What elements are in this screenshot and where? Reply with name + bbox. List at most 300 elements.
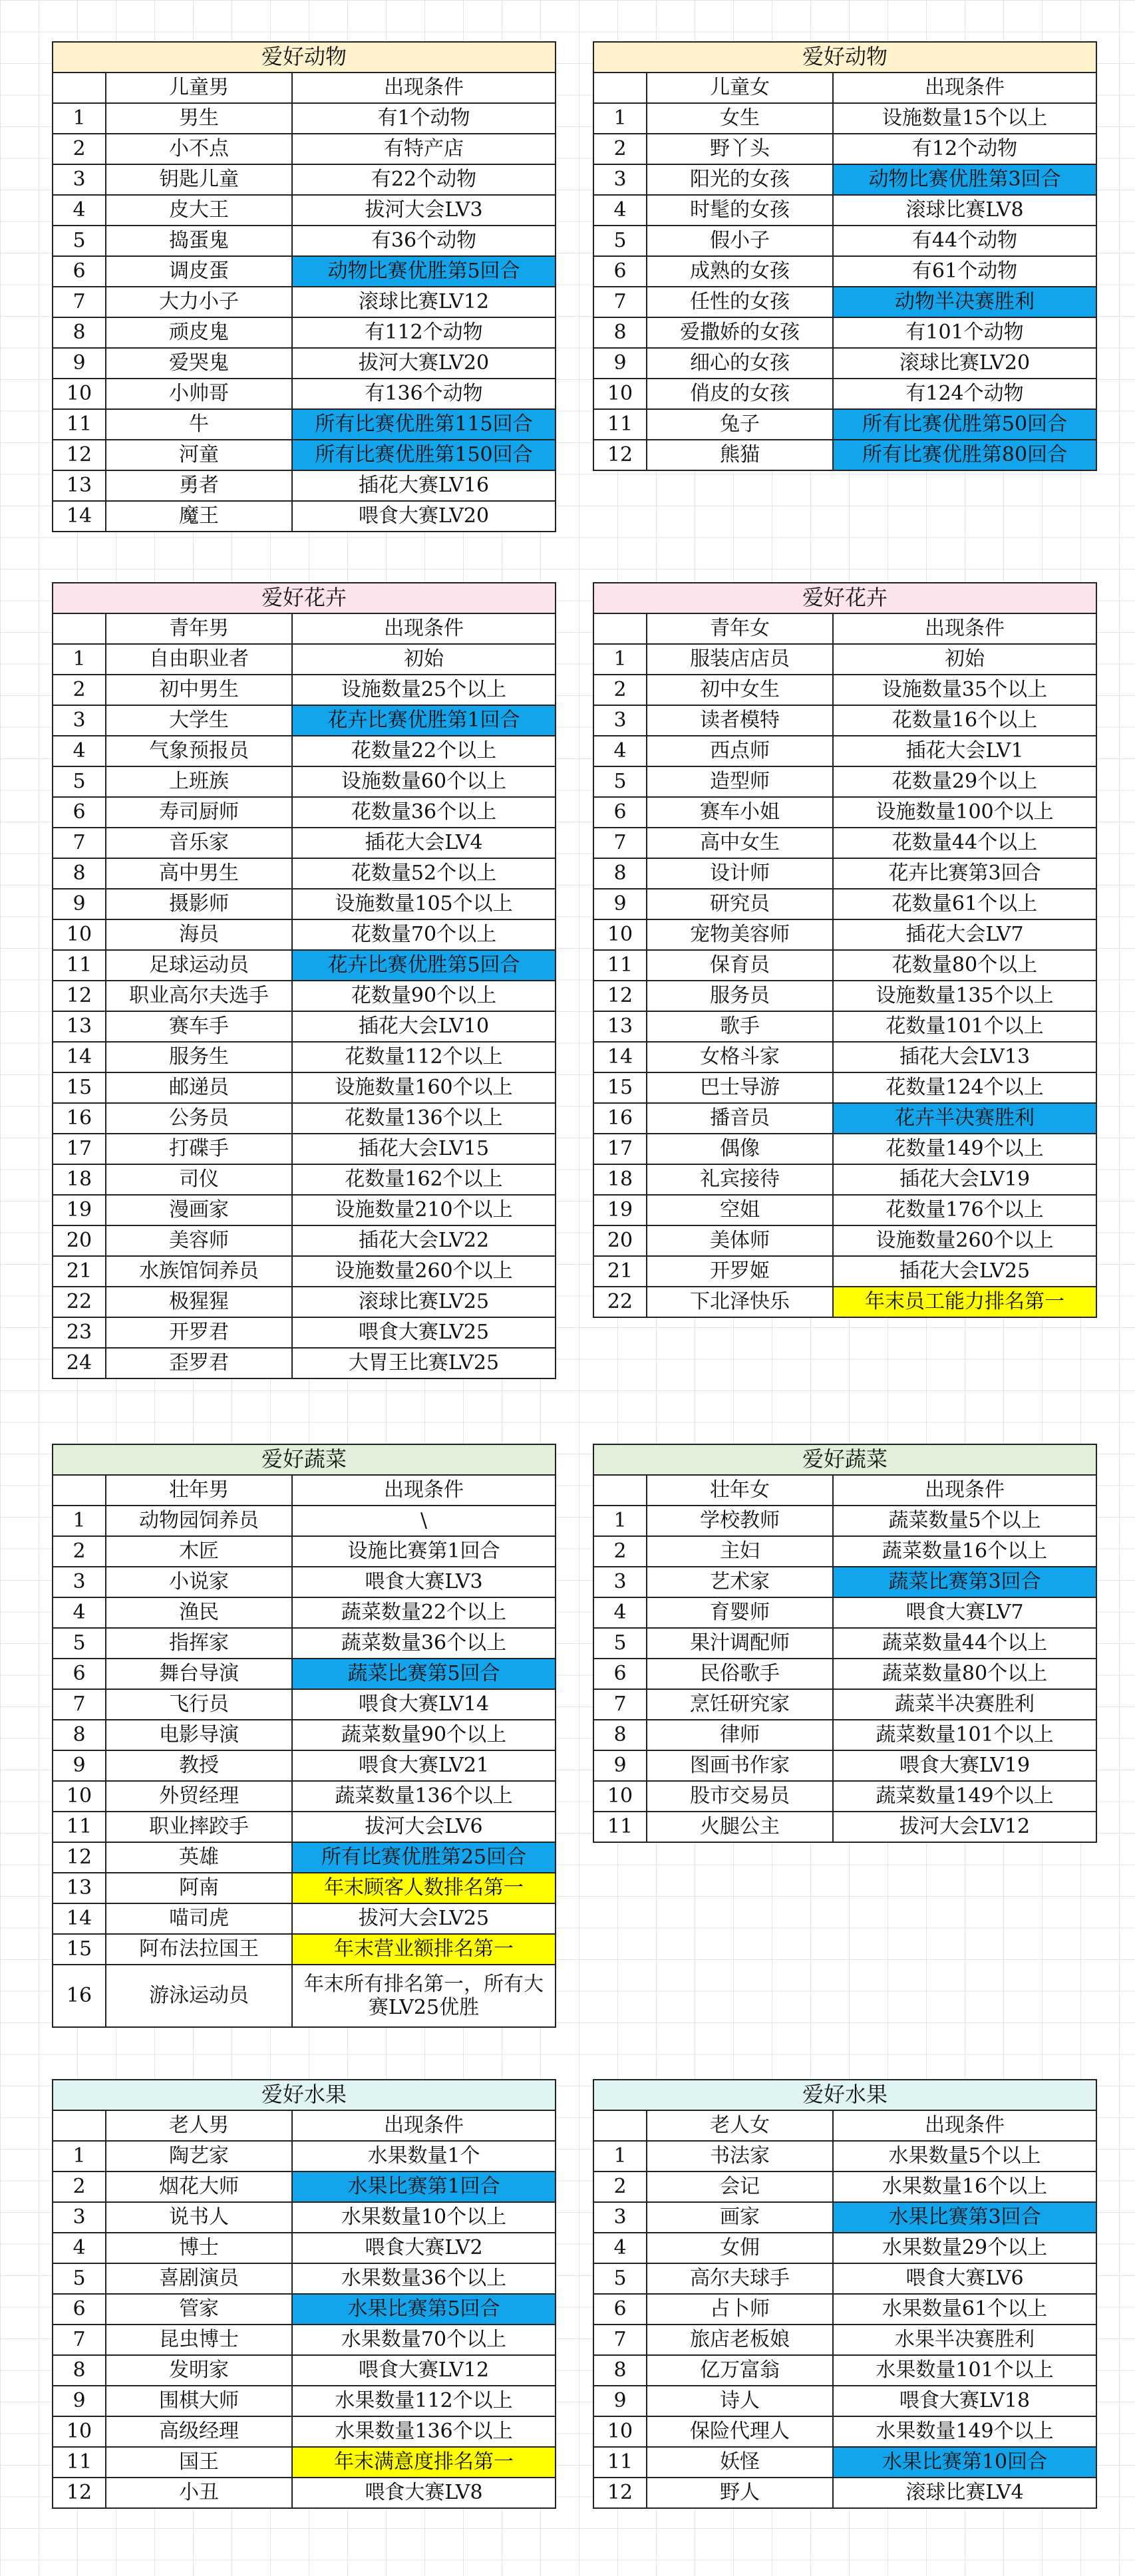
table-row: [593, 2386, 1096, 2416]
character-name: 摄影师: [106, 889, 292, 919]
appearance-condition: 设施数量100个以上: [833, 797, 1096, 828]
character-name: 美容师: [106, 1225, 292, 1256]
appearance-condition: 水果数量1个: [292, 2141, 556, 2172]
table-row: [593, 1536, 1096, 1567]
character-name: 熊猫: [647, 440, 833, 470]
appearance-condition: 水果数量136个以上: [292, 2416, 556, 2447]
appearance-condition: 动物比赛优胜第5回合: [292, 256, 556, 287]
character-name: 陶艺家: [106, 2141, 292, 2172]
character-name: 说书人: [106, 2202, 292, 2233]
appearance-condition: 设施数量35个以上: [833, 675, 1096, 705]
row-number: 22: [53, 1287, 106, 1317]
appearance-condition: 有12个动物: [833, 134, 1096, 164]
header-index: [53, 73, 106, 103]
table-row: [593, 2294, 1096, 2325]
appearance-condition: 设施数量210个以上: [292, 1195, 556, 1225]
appearance-condition: 拔河大会LV3: [292, 195, 556, 226]
appearance-condition: 插花大会LV19: [833, 1164, 1096, 1195]
header-index: [53, 613, 106, 644]
character-name: 下北泽快乐: [647, 1287, 833, 1317]
table-row: [53, 1873, 556, 1903]
row-number: 18: [593, 1164, 647, 1195]
character-name: 足球运动员: [106, 950, 292, 981]
character-name: 音乐家: [106, 828, 292, 858]
appearance-condition: 花数量36个以上: [292, 797, 556, 828]
appearance-condition: 设施数量260个以上: [292, 1256, 556, 1287]
appearance-condition: 蔬菜数量90个以上: [292, 1720, 556, 1750]
character-name: 漫画家: [106, 1195, 292, 1225]
table-row: [53, 501, 556, 532]
appearance-condition: 有136个动物: [292, 379, 556, 409]
table-row: [53, 195, 556, 226]
row-number: 9: [53, 348, 106, 379]
appearance-condition: 蔬菜数量44个以上: [833, 1628, 1096, 1659]
appearance-condition: 花卉比赛优胜第5回合: [292, 950, 556, 981]
row-number: 8: [53, 317, 106, 348]
appearance-condition: \: [292, 1506, 556, 1536]
row-number: 13: [53, 1873, 106, 1903]
row-number: 6: [53, 1659, 106, 1689]
table-row: [593, 766, 1096, 797]
character-name: 造型师: [647, 766, 833, 797]
row-number: 13: [593, 1011, 647, 1042]
appearance-condition: 初始: [292, 644, 556, 675]
table-row: [593, 164, 1096, 195]
table-row: [593, 1567, 1096, 1597]
character-name: 细心的女孩: [647, 348, 833, 379]
row-number: 4: [593, 736, 647, 766]
table-title: 爱好水果: [593, 2080, 1096, 2110]
character-name: 烟花大师: [106, 2172, 292, 2202]
table-row: [53, 287, 556, 317]
character-table: [52, 41, 556, 532]
character-name: 西点师: [647, 736, 833, 766]
character-name: 公务员: [106, 1103, 292, 1134]
table-row: [593, 736, 1096, 766]
character-name: 男生: [106, 103, 292, 134]
row-number: 14: [53, 1903, 106, 1934]
character-name: 读者模特: [647, 705, 833, 736]
character-name: 飞行员: [106, 1689, 292, 1720]
header-index: [593, 2110, 647, 2141]
character-name: 高级经理: [106, 2416, 292, 2447]
appearance-condition: 花数量149个以上: [833, 1134, 1096, 1164]
character-name: 律师: [647, 1720, 833, 1750]
appearance-condition: 初始: [833, 644, 1096, 675]
appearance-condition: 蔬菜数量80个以上: [833, 1659, 1096, 1689]
appearance-condition: 年末营业额排名第一: [292, 1934, 556, 1965]
appearance-condition: 大胃王比赛LV25: [292, 1348, 556, 1378]
character-name: 大学生: [106, 705, 292, 736]
table-row: [593, 195, 1096, 226]
appearance-condition: 所有比赛优胜第50回合: [833, 409, 1096, 440]
table-row: [53, 736, 556, 766]
table-row: [53, 1934, 556, 1965]
character-name: 英雄: [106, 1842, 292, 1873]
appearance-condition: 花数量176个以上: [833, 1195, 1096, 1225]
table-title: 爱好花卉: [53, 583, 556, 613]
character-name: 服务员: [647, 981, 833, 1011]
appearance-condition: 水果数量36个以上: [292, 2263, 556, 2294]
appearance-condition: 设施数量135个以上: [833, 981, 1096, 1011]
table-row: [593, 2172, 1096, 2202]
row-number: 1: [53, 103, 106, 134]
row-number: 8: [593, 1720, 647, 1750]
row-number: 15: [593, 1072, 647, 1103]
character-name: 发明家: [106, 2355, 292, 2386]
table-row: [53, 797, 556, 828]
character-name: 开罗君: [106, 1317, 292, 1348]
row-number: 6: [593, 2294, 647, 2325]
row-number: 5: [53, 226, 106, 256]
character-name: 礼宾接待: [647, 1164, 833, 1195]
row-number: 2: [593, 675, 647, 705]
table-row: [593, 409, 1096, 440]
character-name: 皮大王: [106, 195, 292, 226]
character-name: 主妇: [647, 1536, 833, 1567]
row-number: 13: [53, 1011, 106, 1042]
character-name: 阳光的女孩: [647, 164, 833, 195]
table-row: [53, 2416, 556, 2447]
character-name: 学校教师: [647, 1506, 833, 1536]
table-row: [53, 1659, 556, 1689]
table-row: [53, 2172, 556, 2202]
row-number: 3: [593, 705, 647, 736]
appearance-condition: 插花大会LV15: [292, 1134, 556, 1164]
appearance-condition: 蔬菜数量16个以上: [833, 1536, 1096, 1567]
table-row: [53, 766, 556, 797]
row-number: 2: [53, 675, 106, 705]
table-row: [53, 1011, 556, 1042]
appearance-condition: 拔河大会LV12: [833, 1812, 1096, 1842]
character-name: 野丫头: [647, 134, 833, 164]
appearance-condition: 插花大会LV22: [292, 1225, 556, 1256]
table-row: [593, 226, 1096, 256]
table-row: [53, 2294, 556, 2325]
appearance-condition: 花卉半决赛胜利: [833, 1103, 1096, 1134]
row-number: 4: [53, 195, 106, 226]
table-row: [53, 1072, 556, 1103]
table-row: [593, 287, 1096, 317]
character-name: 诗人: [647, 2386, 833, 2416]
appearance-condition: 有124个动物: [833, 379, 1096, 409]
row-number: 4: [593, 195, 647, 226]
row-number: 10: [53, 2416, 106, 2447]
character-name: 极猩猩: [106, 1287, 292, 1317]
table-row: [53, 644, 556, 675]
appearance-condition: 有特产店: [292, 134, 556, 164]
row-number: 5: [53, 1628, 106, 1659]
character-name: 育婴师: [647, 1597, 833, 1628]
character-table: [52, 2079, 556, 2509]
row-number: 5: [53, 766, 106, 797]
character-name: 上班族: [106, 766, 292, 797]
table-row: [53, 256, 556, 287]
appearance-condition: 设施数量60个以上: [292, 766, 556, 797]
character-name: 木匠: [106, 1536, 292, 1567]
character-name: 妖怪: [647, 2447, 833, 2478]
table-title: 爱好动物: [53, 42, 556, 73]
table-row: [593, 1164, 1096, 1195]
header-category: 壮年女: [647, 1475, 833, 1506]
row-number: 3: [593, 1567, 647, 1597]
appearance-condition: 喂食大赛LV3: [292, 1567, 556, 1597]
appearance-condition: 动物半决赛胜利: [833, 287, 1096, 317]
character-name: 围棋大师: [106, 2386, 292, 2416]
row-number: 4: [593, 1597, 647, 1628]
character-name: 昆虫博士: [106, 2325, 292, 2355]
table-row: [593, 797, 1096, 828]
appearance-condition: 年末员工能力排名第一: [833, 1287, 1096, 1317]
character-name: 小帅哥: [106, 379, 292, 409]
table-row: [53, 1536, 556, 1567]
appearance-condition: 花数量162个以上: [292, 1164, 556, 1195]
appearance-condition: 水果数量101个以上: [833, 2355, 1096, 2386]
character-name: 阿布法拉国王: [106, 1934, 292, 1965]
appearance-condition: 水果数量149个以上: [833, 2416, 1096, 2447]
appearance-condition: 花数量80个以上: [833, 950, 1096, 981]
table-row: [53, 1781, 556, 1812]
appearance-condition: 年末满意度排名第一: [292, 2447, 556, 2478]
row-number: 19: [53, 1195, 106, 1225]
row-number: 21: [593, 1256, 647, 1287]
table-row: [53, 1628, 556, 1659]
table-row: [593, 705, 1096, 736]
appearance-condition: 水果数量61个以上: [833, 2294, 1096, 2325]
character-name: 海员: [106, 919, 292, 950]
table-row: [593, 1287, 1096, 1317]
character-name: 小丑: [106, 2478, 292, 2508]
row-number: 1: [593, 644, 647, 675]
character-name: 博士: [106, 2233, 292, 2263]
character-name: 旅店老板娘: [647, 2325, 833, 2355]
character-name: 设计师: [647, 858, 833, 889]
row-number: 10: [593, 919, 647, 950]
row-number: 20: [593, 1225, 647, 1256]
row-number: 18: [53, 1164, 106, 1195]
header-category: 儿童女: [647, 73, 833, 103]
appearance-condition: 喂食大赛LV2: [292, 2233, 556, 2263]
character-name: 职业摔跤手: [106, 1812, 292, 1842]
header-condition: 出现条件: [833, 1475, 1096, 1506]
appearance-condition: 设施数量260个以上: [833, 1225, 1096, 1256]
appearance-condition: 花数量61个以上: [833, 889, 1096, 919]
table-row: [593, 919, 1096, 950]
row-number: 11: [53, 409, 106, 440]
character-name: 任性的女孩: [647, 287, 833, 317]
table-row: [593, 440, 1096, 470]
table-row: [53, 1348, 556, 1378]
character-name: 民俗歌手: [647, 1659, 833, 1689]
character-name: 喵司虎: [106, 1903, 292, 1934]
character-name: 顽皮鬼: [106, 317, 292, 348]
header-condition: 出现条件: [833, 2110, 1096, 2141]
row-number: 6: [53, 256, 106, 287]
character-name: 宠物美容师: [647, 919, 833, 950]
character-name: 初中男生: [106, 675, 292, 705]
table-row: [53, 317, 556, 348]
row-number: 7: [53, 1689, 106, 1720]
row-number: 11: [593, 1812, 647, 1842]
table-row: [593, 317, 1096, 348]
table-title: 爱好花卉: [593, 583, 1096, 613]
character-table: [593, 1444, 1097, 1843]
table-row: [53, 226, 556, 256]
character-name: 教授: [106, 1750, 292, 1781]
character-name: 美体师: [647, 1225, 833, 1256]
row-number: 7: [53, 2325, 106, 2355]
table-row: [593, 1812, 1096, 1842]
character-name: 高中女生: [647, 828, 833, 858]
appearance-condition: 所有比赛优胜第115回合: [292, 409, 556, 440]
row-number: 21: [53, 1256, 106, 1287]
table-row: [593, 1659, 1096, 1689]
appearance-condition: 有1个动物: [292, 103, 556, 134]
row-number: 12: [53, 1842, 106, 1873]
appearance-condition: 水果数量16个以上: [833, 2172, 1096, 2202]
table-row: [53, 2141, 556, 2172]
character-name: 歪罗君: [106, 1348, 292, 1378]
appearance-condition: 设施数量105个以上: [292, 889, 556, 919]
table-row: [53, 1689, 556, 1720]
character-name: 歌手: [647, 1011, 833, 1042]
character-name: 初中女生: [647, 675, 833, 705]
appearance-condition: 花数量101个以上: [833, 1011, 1096, 1042]
table-row: [593, 2233, 1096, 2263]
row-number: 9: [593, 1750, 647, 1781]
row-number: 10: [593, 2416, 647, 2447]
appearance-condition: 滚球比赛LV20: [833, 348, 1096, 379]
table-row: [593, 981, 1096, 1011]
table-row: [53, 1195, 556, 1225]
row-number: 2: [53, 134, 106, 164]
table-row: [53, 950, 556, 981]
appearance-condition: 花数量124个以上: [833, 1072, 1096, 1103]
appearance-condition: 喂食大赛LV21: [292, 1750, 556, 1781]
table-row: [53, 1042, 556, 1072]
row-number: 12: [593, 981, 647, 1011]
character-name: 俏皮的女孩: [647, 379, 833, 409]
appearance-condition: 花数量90个以上: [292, 981, 556, 1011]
table-row: [53, 1965, 556, 2027]
character-name: 河童: [106, 440, 292, 470]
character-name: 图画书作家: [647, 1750, 833, 1781]
row-number: 1: [593, 103, 647, 134]
table-row: [53, 1903, 556, 1934]
table-row: [593, 2263, 1096, 2294]
appearance-condition: 喂食大赛LV19: [833, 1750, 1096, 1781]
header-category: 老人女: [647, 2110, 833, 2141]
character-name: 管家: [106, 2294, 292, 2325]
row-number: 7: [593, 287, 647, 317]
table-row: [53, 981, 556, 1011]
row-number: 5: [53, 2263, 106, 2294]
appearance-condition: 喂食大赛LV6: [833, 2263, 1096, 2294]
character-name: 职业高尔夫选手: [106, 981, 292, 1011]
row-number: 11: [593, 2447, 647, 2478]
table-row: [53, 2478, 556, 2508]
table-row: [593, 828, 1096, 858]
row-number: 12: [53, 440, 106, 470]
row-number: 6: [593, 256, 647, 287]
character-table: [52, 582, 556, 1379]
appearance-condition: 拔河大赛LV20: [292, 348, 556, 379]
appearance-condition: 拔河大会LV6: [292, 1812, 556, 1842]
appearance-condition: 有36个动物: [292, 226, 556, 256]
character-name: 高中男生: [106, 858, 292, 889]
character-name: 赛车小姐: [647, 797, 833, 828]
table-row: [53, 705, 556, 736]
table-row: [593, 950, 1096, 981]
row-number: 1: [53, 644, 106, 675]
table-row: [593, 1628, 1096, 1659]
row-number: 12: [53, 2478, 106, 2508]
table-row: [593, 1134, 1096, 1164]
row-number: 8: [53, 1720, 106, 1750]
table-row: [593, 134, 1096, 164]
header-category: 青年男: [106, 613, 292, 644]
table-row: [53, 103, 556, 134]
appearance-condition: 花数量52个以上: [292, 858, 556, 889]
character-name: 钥匙儿童: [106, 164, 292, 195]
character-name: 会记: [647, 2172, 833, 2202]
table-row: [53, 2263, 556, 2294]
row-number: 12: [593, 440, 647, 470]
header-index: [593, 1475, 647, 1506]
row-number: 2: [593, 134, 647, 164]
table-row: [53, 2355, 556, 2386]
row-number: 5: [593, 766, 647, 797]
table-row: [53, 1720, 556, 1750]
row-number: 2: [593, 2172, 647, 2202]
appearance-condition: 喂食大赛LV25: [292, 1317, 556, 1348]
appearance-condition: 插花大会LV25: [833, 1256, 1096, 1287]
character-name: 司仪: [106, 1164, 292, 1195]
table-row: [593, 2202, 1096, 2233]
appearance-condition: 蔬菜比赛第5回合: [292, 1659, 556, 1689]
header-category: 青年女: [647, 613, 833, 644]
character-name: 赛车手: [106, 1011, 292, 1042]
row-number: 6: [53, 2294, 106, 2325]
appearance-condition: 滚球比赛LV12: [292, 287, 556, 317]
character-name: 服装店店员: [647, 644, 833, 675]
row-number: 5: [593, 226, 647, 256]
row-number: 8: [593, 2355, 647, 2386]
row-number: 7: [593, 1689, 647, 1720]
character-name: 喜剧演员: [106, 2263, 292, 2294]
appearance-condition: 花数量44个以上: [833, 828, 1096, 858]
row-number: 6: [593, 797, 647, 828]
table-row: [53, 1103, 556, 1134]
row-number: 16: [593, 1103, 647, 1134]
appearance-condition: 花数量29个以上: [833, 766, 1096, 797]
table-row: [53, 2325, 556, 2355]
appearance-condition: 设施数量15个以上: [833, 103, 1096, 134]
table-row: [593, 858, 1096, 889]
table-title: 爱好水果: [53, 2080, 556, 2110]
character-name: 空姐: [647, 1195, 833, 1225]
character-name: 自由职业者: [106, 644, 292, 675]
appearance-condition: 所有比赛优胜第80回合: [833, 440, 1096, 470]
character-name: 外贸经理: [106, 1781, 292, 1812]
table-row: [593, 1103, 1096, 1134]
table-row: [53, 1597, 556, 1628]
appearance-condition: 喂食大赛LV8: [292, 2478, 556, 2508]
character-name: 动物园饲养员: [106, 1506, 292, 1536]
table-row: [593, 2416, 1096, 2447]
appearance-condition: 动物比赛优胜第3回合: [833, 164, 1096, 195]
table-row: [593, 675, 1096, 705]
